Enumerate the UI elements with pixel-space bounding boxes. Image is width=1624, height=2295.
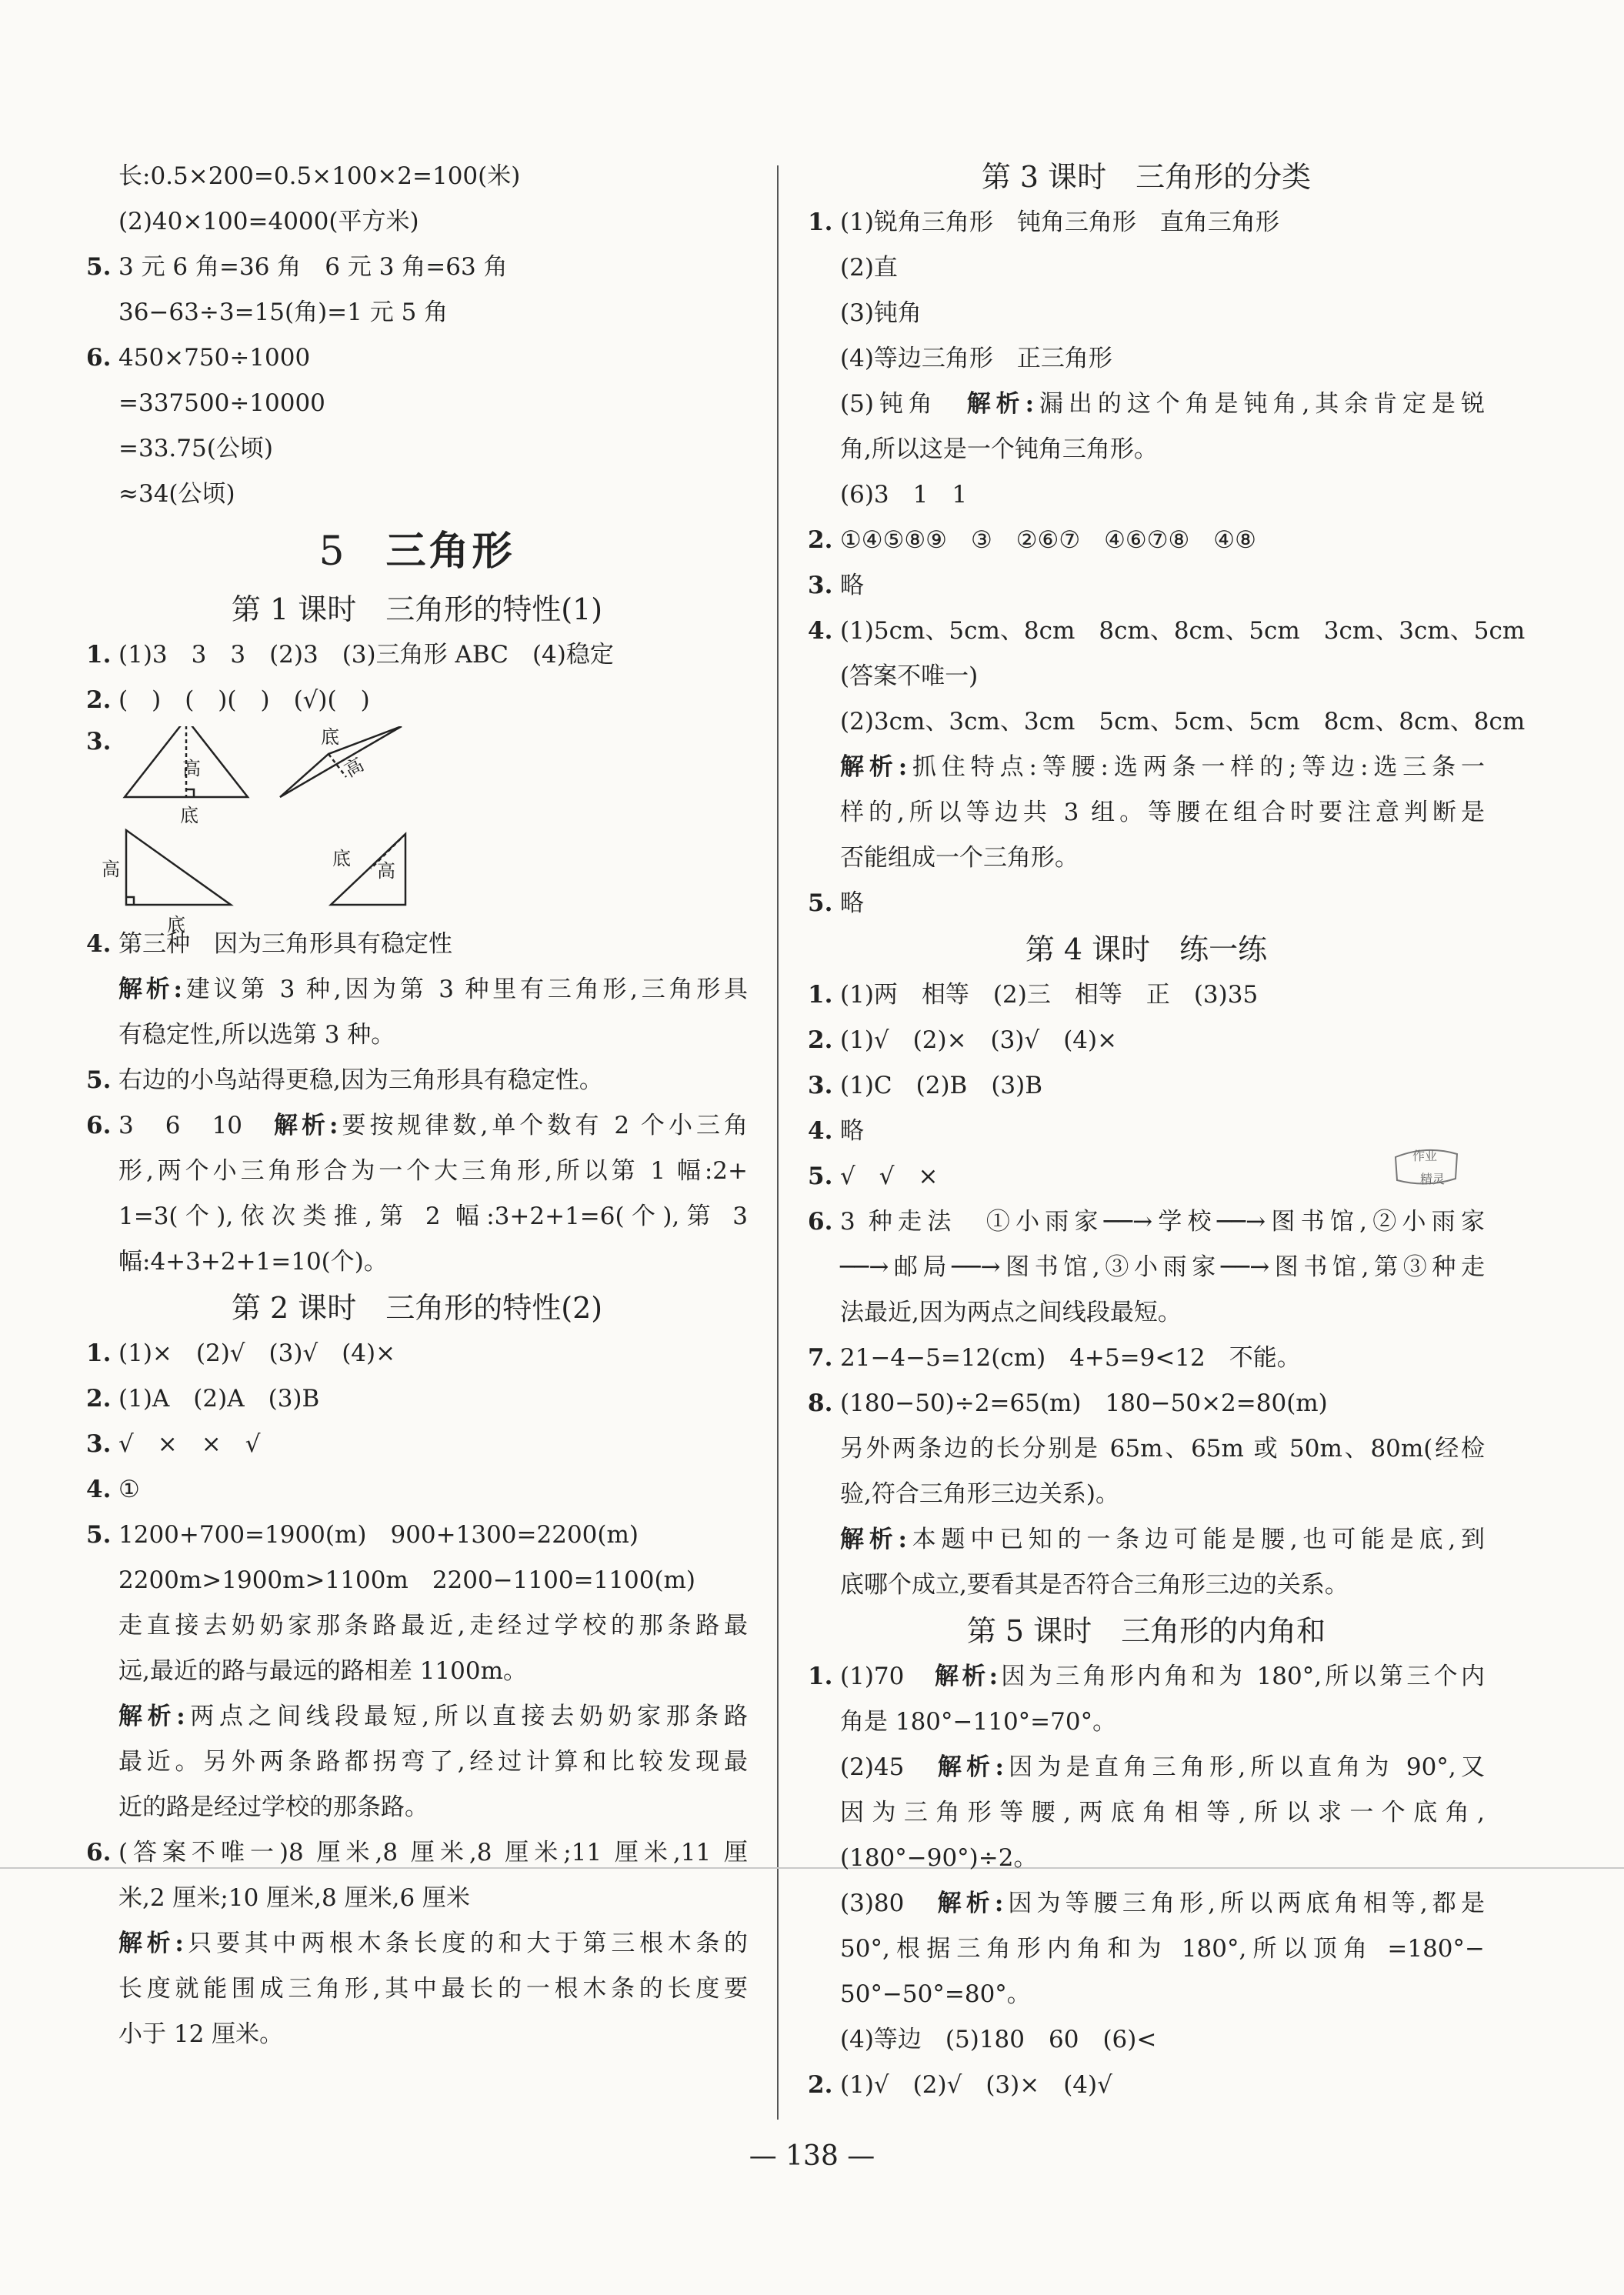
answer-line: =33.75(公顷) xyxy=(118,435,273,462)
question-number: 4. xyxy=(808,1117,833,1145)
analysis-label: 解析: xyxy=(118,1930,184,1957)
answer-line xyxy=(808,1109,1485,1154)
page-number: — 138 — xyxy=(749,2140,875,2172)
analysis-line: 幅:4+3+2+1=10(个)。 xyxy=(118,1248,388,1276)
question-number: 1. xyxy=(808,208,833,236)
lesson-title: 第 4 课时 练一练 xyxy=(1025,932,1268,966)
analysis-line xyxy=(86,1694,748,1740)
question-number: 3. xyxy=(86,728,112,756)
question-number: 1. xyxy=(86,1339,112,1367)
answer-text: (1)√ (2)× (3)√ (4)× xyxy=(840,1026,1118,1054)
answer-text: (1)两 相等 (2)三 相等 正 (3)35 xyxy=(840,981,1259,1009)
analysis-text: 抓住特点:等腰:选两条一样的;等边:选三条一 xyxy=(907,753,1485,781)
question-number: 4. xyxy=(808,617,833,645)
answer-line: ≈34(公顷) xyxy=(118,480,235,508)
answer-text: ① xyxy=(118,1476,140,1503)
stamp-text: 作业 xyxy=(1412,1149,1438,1163)
chapter-name: 三角形 xyxy=(385,528,515,575)
answer-line xyxy=(86,335,748,381)
answer-text: 略 xyxy=(840,572,864,599)
analysis-line: 50°−50°=80°。 xyxy=(840,1980,1031,2008)
analysis-label: 解析: xyxy=(966,390,1035,418)
analysis-line xyxy=(808,1517,1485,1563)
answer-line xyxy=(86,1830,748,1876)
answer-line: 法最近,因为两点之间线段最短。 xyxy=(840,1299,1182,1326)
analysis-label: 解析: xyxy=(118,976,182,1003)
answer-line: 远,最近的路与最远的路相差 1100m。 xyxy=(118,1657,527,1685)
answer-text: 1200+700=1900(m) 900+1300=2200(m) xyxy=(118,1521,639,1549)
answer-line xyxy=(808,1881,1485,1926)
answer-line: (4)等边 (5)180 60 (6)< xyxy=(840,2026,1157,2053)
analysis-line: 50°,根据三角形内角和为 180°,所以顶角 =180°− xyxy=(840,1935,1485,1963)
answer-line: 长:0.5×200=0.5×100×2=100(米) xyxy=(118,162,521,190)
answer-line xyxy=(808,1199,1485,1245)
analysis-label: 解析: xyxy=(840,1526,907,1553)
analysis-text: 因为三角形内角和为 180°,所以第三个内 xyxy=(998,1663,1485,1690)
answer-text: (1)3 3 3 (2)3 (3)三角形 ABC (4)稳定 xyxy=(118,641,614,669)
analysis-label: 解析: xyxy=(840,753,908,781)
analysis-label: 解析: xyxy=(273,1112,338,1139)
lesson-title: 第 5 课时 三角形的内角和 xyxy=(966,1614,1326,1648)
answer-line xyxy=(808,1018,1485,1063)
question-number: 2. xyxy=(86,1385,112,1413)
question-number: 5. xyxy=(86,1066,112,1094)
answer-line: (2)3cm、3cm、3cm 5cm、5cm、5cm 8cm、8cm、8cm xyxy=(840,708,1526,736)
question-number: 5. xyxy=(808,1163,833,1190)
answer-line xyxy=(86,1331,748,1376)
answer-line xyxy=(86,1103,748,1149)
answer-line xyxy=(86,1058,748,1103)
answer-line xyxy=(808,972,1485,1018)
answer-text: 略 xyxy=(840,889,864,917)
base-label: 底 xyxy=(332,848,351,869)
question-number: 8. xyxy=(808,1389,833,1417)
question-number: 3. xyxy=(808,572,833,599)
question-number: 6. xyxy=(808,1208,833,1236)
answer-text: 450×750÷1000 xyxy=(118,344,311,372)
answer-line: 验,符合三角形三边关系)。 xyxy=(840,1480,1119,1508)
analysis-line: 长度就能围成三角形,其中最长的一根木条的长度要 xyxy=(118,1975,748,2003)
triangle-3 xyxy=(126,830,231,905)
lesson-title: 第 1 课时 三角形的特性(1) xyxy=(231,592,603,626)
stamp-text: 精灵 xyxy=(1420,1172,1446,1186)
answer-text: 3 种走法 ①小雨家──→学校──→图书馆,②小雨家 xyxy=(840,1208,1485,1236)
answer-line xyxy=(808,200,1485,245)
answer-line: ──→邮局──→图书馆,③小雨家──→图书馆,第③种走 xyxy=(840,1253,1485,1281)
answer-text: (答案不唯一)8 厘米,8 厘米,8 厘米;11 厘米,11 厘 xyxy=(118,1839,748,1866)
analysis-line: 1=3(个),依次类推,第 2 幅:3+2+1=6(个),第 3 xyxy=(118,1203,748,1230)
lesson-title: 第 3 课时 三角形的分类 xyxy=(981,160,1312,194)
answer-text: √ × × √ xyxy=(118,1430,261,1458)
analysis-line: 样的,所以等边共 3 组。等腰在组合时要注意判断是 xyxy=(840,799,1485,826)
answer-text: 略 xyxy=(840,1117,864,1145)
analysis-text: 建议第 3 种,因为第 3 种里有三角形,三角形具 xyxy=(182,976,748,1003)
analysis-text: 因为等腰三角形,所以两底角相等,都是 xyxy=(1003,1890,1485,1917)
answer-line: (3)钝角 xyxy=(840,299,922,327)
analysis-line: 角,所以这是一个钝角三角形。 xyxy=(840,435,1158,463)
answer-line xyxy=(86,1422,748,1467)
analysis-line: 近的路是经过学校的那条路。 xyxy=(118,1793,429,1821)
question-number: 7. xyxy=(808,1344,833,1372)
answer-line: 另外两条边的长分别是 65m、65m 或 50m、80m(经检 xyxy=(840,1435,1485,1463)
answer-line: =337500÷10000 xyxy=(118,389,325,417)
answer-text: (1)A (2)A (3)B xyxy=(118,1385,320,1413)
answer-line xyxy=(86,632,748,678)
question-number: 2. xyxy=(808,1026,833,1054)
answer-line: (2)直 xyxy=(840,254,898,282)
question-number: 2. xyxy=(808,2071,833,2099)
answer-line: (6)3 1 1 xyxy=(840,481,968,509)
answer-line xyxy=(808,1154,1485,1199)
analysis-line: 最近。另外两条路都拐弯了,经过计算和比较发现最 xyxy=(118,1748,748,1776)
base-label: 底 xyxy=(180,805,198,826)
question-number: 3. xyxy=(808,1072,833,1099)
base-label: 底 xyxy=(321,726,339,748)
question-number: 6. xyxy=(86,1112,112,1139)
answer-text: √ √ × xyxy=(840,1163,939,1190)
lesson-title: 第 2 课时 三角形的特性(2) xyxy=(231,1291,603,1325)
question-number: 6. xyxy=(86,344,112,372)
chapter-number: 5 xyxy=(318,529,348,575)
analysis-line: 有稳定性,所以选第 3 种。 xyxy=(118,1021,395,1049)
answer-line xyxy=(808,1745,1485,1790)
question-number: 6. xyxy=(86,1839,112,1866)
answer-line xyxy=(808,609,1526,654)
question-number: 1. xyxy=(808,1663,833,1690)
answer-line xyxy=(808,1336,1485,1381)
answer-line xyxy=(86,1467,748,1513)
answer-text: ①④⑤⑧⑨ ③ ②⑥⑦ ④⑥⑦⑧ ④⑧ xyxy=(840,526,1256,554)
answer-line: 走直接去奶奶家那条路最近,走经过学校的那条路最 xyxy=(118,1612,748,1640)
answer-line xyxy=(86,1376,748,1422)
height-label: 高 xyxy=(102,859,120,880)
analysis-line: (180°−90°)÷2。 xyxy=(840,1844,1038,1872)
question-number: 3. xyxy=(86,1430,112,1458)
answer-text: (1)70 xyxy=(840,1663,905,1690)
triangle-height-figures xyxy=(86,726,748,980)
analysis-line: 小于 12 厘米。 xyxy=(118,2020,284,2048)
question-number: 2. xyxy=(86,686,112,714)
answer-text: 3 元 6 角=36 角 6 元 3 角=63 角 xyxy=(118,253,508,281)
analysis-label: 解析: xyxy=(935,1663,999,1690)
answer-line xyxy=(808,518,1485,563)
analysis-line: 形,两个小三角形合为一个大三角形,所以第 1 幅:2+ xyxy=(118,1157,748,1185)
answer-text: (1)√ (2)√ (3)× (4)√ xyxy=(840,2071,1112,2099)
height-label: 高 xyxy=(182,758,201,779)
question-number: 5. xyxy=(86,1521,112,1549)
chapter-title xyxy=(86,517,748,586)
base-label: 底 xyxy=(167,914,185,936)
answer-text: (2)45 xyxy=(840,1753,905,1781)
answer-text: ( ) ( )( ) (√)( ) xyxy=(118,686,370,714)
right-angle-mark-1 xyxy=(186,789,194,797)
answer-line xyxy=(808,2063,1485,2108)
answer-line xyxy=(86,678,748,723)
answer-line: (4)等边三角形 正三角形 xyxy=(840,345,1112,372)
question-number: 4. xyxy=(86,930,112,958)
answer-line xyxy=(808,382,1485,427)
right-column xyxy=(808,154,1526,2108)
question-number: 1. xyxy=(86,641,112,669)
question-number: 2. xyxy=(808,526,833,554)
question-number: 4. xyxy=(86,1476,112,1503)
analysis-label: 解析: xyxy=(937,1890,1004,1917)
answer-text: (1)锐角三角形 钝角三角形 直角三角形 xyxy=(840,208,1279,236)
question-number: 5. xyxy=(86,253,112,281)
answer-line xyxy=(808,1063,1485,1109)
analysis-line: 底哪个成立,要看其是否符合三角形三边的关系。 xyxy=(840,1571,1349,1599)
answer-text: 3 6 10 xyxy=(118,1112,242,1139)
analysis-text: 因为是直角三角形,所以直角为 90°,又 xyxy=(1003,1753,1485,1781)
analysis-line: 因为三角形等腰,两底角相等,所以求一个底角, xyxy=(840,1799,1485,1826)
analysis-text: 本题中已知的一条边可能是腰,也可能是底,到 xyxy=(907,1526,1485,1553)
answer-line: 36−63÷3=15(角)=1 元 5 角 xyxy=(118,299,449,326)
answer-text: (3)80 xyxy=(840,1890,905,1917)
answer-text: 右边的小鸟站得更稳,因为三角形具有稳定性。 xyxy=(118,1066,603,1094)
answer-line: 2200m>1900m>1100m 2200−1100=1100(m) xyxy=(118,1566,696,1594)
answer-text: (1)× (2)√ (3)√ (4)× xyxy=(118,1339,396,1367)
answer-line xyxy=(808,563,1485,609)
right-angle-mark-3 xyxy=(126,897,134,905)
analysis-text: 两点之间线段最短,所以直接去奶奶家那条路 xyxy=(185,1703,748,1730)
watermark-stamp xyxy=(1389,1142,1463,1193)
answer-text: (180−50)÷2=65(m) 180−50×2=80(m) xyxy=(840,1389,1328,1417)
analysis-line xyxy=(86,1921,748,1966)
column-divider xyxy=(777,165,779,2120)
analysis-line xyxy=(808,745,1485,790)
analysis-label: 解析: xyxy=(118,1703,185,1730)
analysis-line: 否能组成一个三角形。 xyxy=(840,844,1079,872)
left-column xyxy=(86,154,748,2057)
question-number: 1. xyxy=(808,981,833,1009)
answer-text: (1)C (2)B (3)B xyxy=(840,1072,1043,1099)
answer-line xyxy=(808,881,1485,926)
answer-line xyxy=(86,245,748,290)
answer-text: 第三种 因为三角形具有稳定性 xyxy=(118,930,452,958)
answer-text: 21−4−5=12(cm) 4+5=9<12 不能。 xyxy=(840,1344,1301,1372)
analysis-line: 角是 180°−110°=70°。 xyxy=(840,1708,1117,1736)
question-number: 5. xyxy=(808,889,833,917)
analysis-text: 要按规律数,单个数有 2 个小三角 xyxy=(338,1112,748,1139)
answer-line xyxy=(86,1513,748,1558)
height-label: 高 xyxy=(340,753,368,782)
answer-line xyxy=(808,1654,1485,1700)
analysis-label: 解析: xyxy=(937,1753,1004,1781)
answer-line: (2)40×100=4000(平方米) xyxy=(118,208,419,235)
answer-text: (1)5cm、5cm、8cm 8cm、8cm、5cm 3cm、3cm、5cm xyxy=(840,617,1526,645)
answer-text: (5)钝角 xyxy=(840,390,938,418)
analysis-text: 漏出的这个角是钝角,其余肯定是锐 xyxy=(1034,390,1486,418)
height-label: 高 xyxy=(377,860,395,882)
analysis-text: 只要其中两根木条长度的和大于第三根木条的 xyxy=(183,1930,748,1957)
answer-line xyxy=(808,1381,1485,1426)
answer-line: (答案不唯一) xyxy=(840,662,979,690)
answer-line: 米,2 厘米;10 厘米,8 厘米,6 厘米 xyxy=(118,1884,471,1912)
